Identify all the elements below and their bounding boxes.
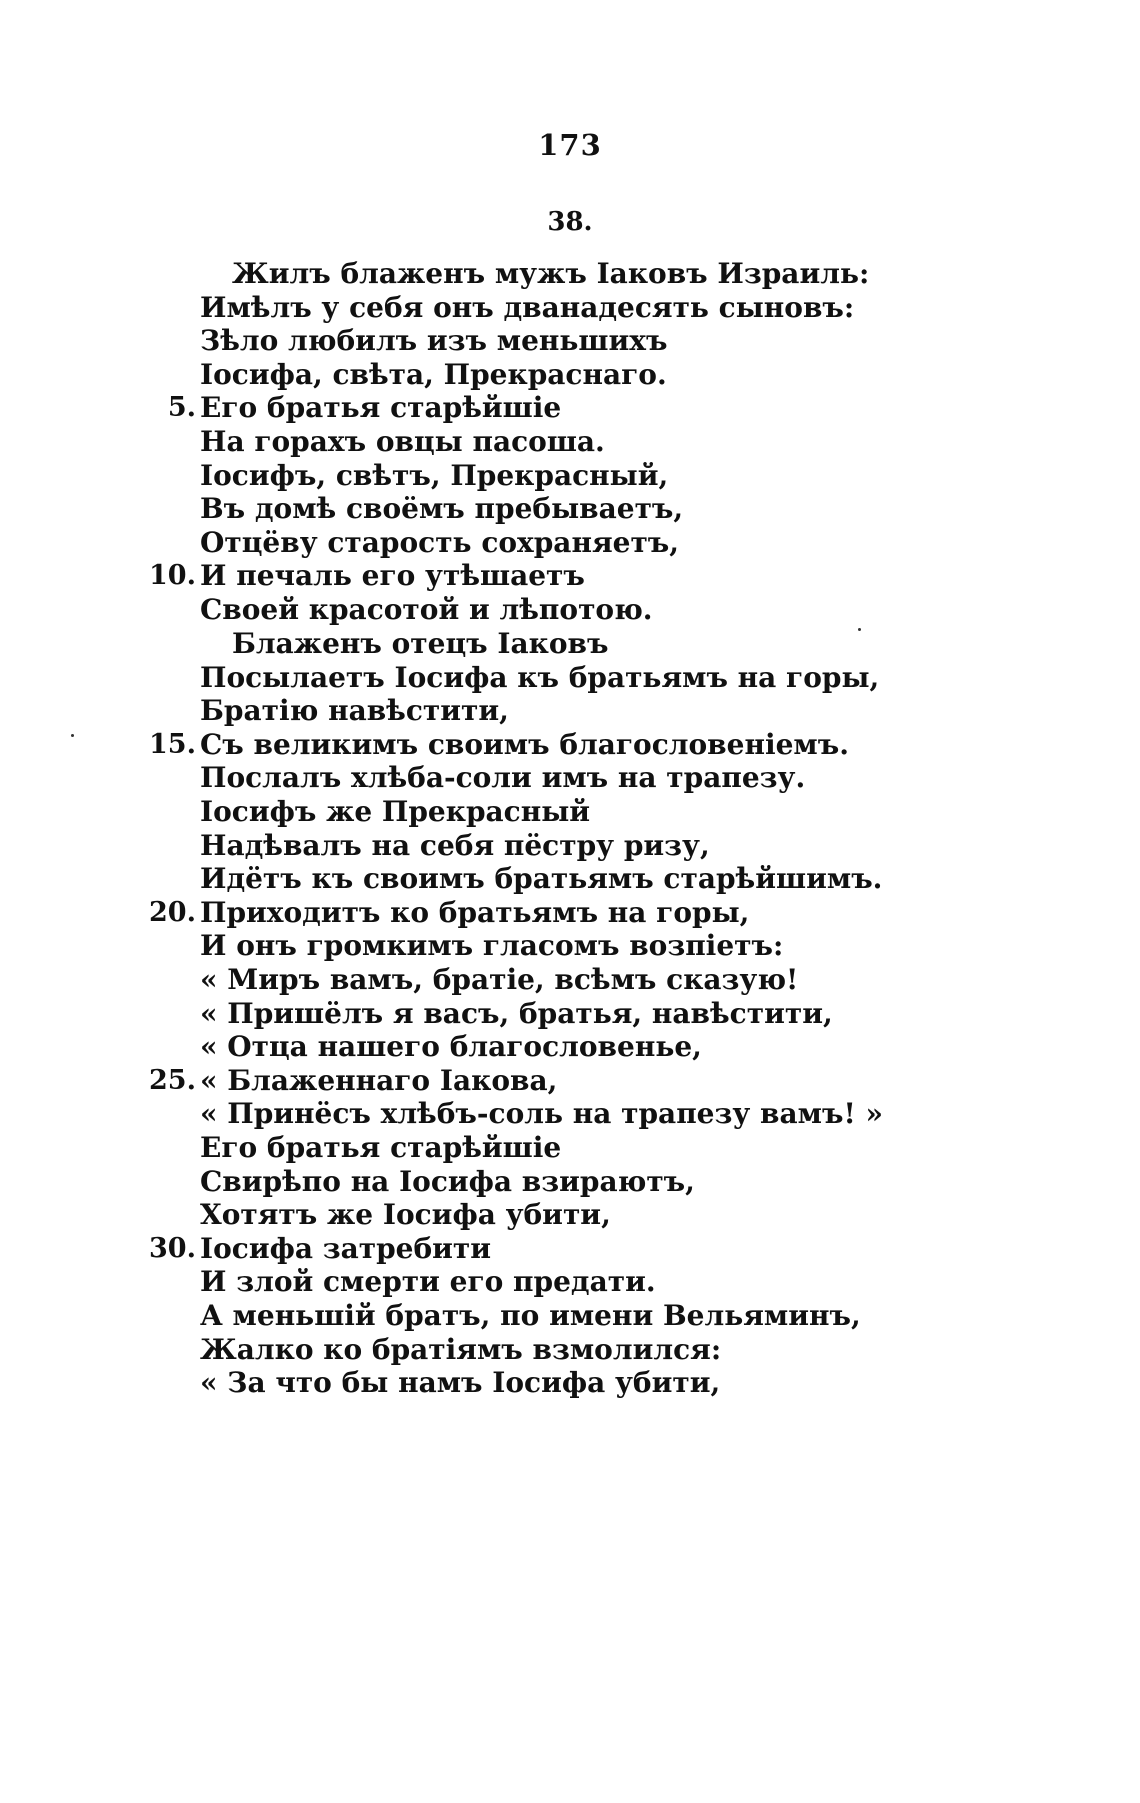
line-text: А меньшій братъ, по имени Вельяминъ, <box>200 1299 861 1332</box>
poem-line <box>0 1363 1140 1403</box>
line-number: 5. <box>167 392 196 424</box>
line-text: Іосифъ, свѣтъ, Прекрасный, <box>200 458 669 492</box>
line-text: Зѣло любилъ изъ меньшихъ <box>200 324 668 358</box>
line-text: Приходитъ ко братьямъ на горы, <box>200 895 750 929</box>
line-text: Іосифа затребити <box>200 1231 492 1265</box>
line-number: 25. <box>149 1064 196 1096</box>
line-text: Въ домѣ своёмъ пребываетъ, <box>200 492 684 526</box>
line-text: Посылаетъ Іосифа къ братьямъ на горы, <box>200 660 880 694</box>
line-text: Надѣвалъ на себя пёстру ризу, <box>200 828 710 862</box>
line-text: Съ великимъ своимъ благословеніемъ. <box>200 727 849 761</box>
line-text: Іосифъ же Прекрасный <box>200 795 591 828</box>
line-text: Послалъ хлѣба-соли имъ на трапезу. <box>200 761 806 795</box>
line-text: « Миръ вамъ, братіе, всѣмъ сказую! <box>200 963 799 996</box>
line-text: Отцёву старость сохраняетъ, <box>200 525 680 559</box>
line-text: « За что бы намъ Іосифа убити, <box>200 1366 721 1400</box>
line-text: Братію навѣстити, <box>200 694 509 728</box>
line-text: Его братья старѣйшіе <box>200 1131 562 1164</box>
line-text: Свирѣпо на Іосифа взираютъ, <box>200 1164 695 1198</box>
line-text: Жилъ блаженъ мужъ Іаковъ Израиль: <box>232 257 870 290</box>
poem-number: 38. <box>547 207 593 237</box>
line-text: « Пришёлъ я васъ, братья, навѣстити, <box>200 996 833 1030</box>
line-text: Хотятъ же Іосифа убити, <box>200 1198 611 1232</box>
line-text: На горахъ овцы пасоша. <box>200 425 605 458</box>
line-text: « Принёсъ хлѣбъ-соль на трапезу вамъ! » <box>200 1097 883 1131</box>
line-text: И злой смерти его предати. <box>200 1265 656 1299</box>
line-text: Блаженъ отецъ Іаковъ <box>232 627 609 660</box>
line-text: Своей красотой и лѣпотою. <box>200 593 653 626</box>
print-speck <box>71 734 74 737</box>
line-number: 10. <box>149 560 196 592</box>
line-number: 15. <box>149 728 196 760</box>
line-text: « Отца нашего благословенье, <box>200 1030 702 1064</box>
line-text: Жалко ко братіямъ взмолился: <box>200 1332 722 1366</box>
line-text: И печаль его утѣшаетъ <box>200 559 585 593</box>
line-text: « Блаженнаго Іакова, <box>200 1063 558 1097</box>
line-text: Іосифа, свѣта, Прекраснаго. <box>200 357 667 391</box>
line-text: Идётъ къ своимъ братьямъ старѣйшимъ. <box>200 862 883 896</box>
print-speck <box>858 628 861 631</box>
line-number: 20. <box>149 896 196 928</box>
line-text: Его братья старѣйшіе <box>200 391 562 425</box>
line-number: 30. <box>149 1232 196 1264</box>
line-text: И онъ громкимъ гласомъ возпіетъ: <box>200 929 784 963</box>
line-text: Имѣлъ у себя онъ дванадесять сыновъ: <box>200 290 855 324</box>
page-number: 173 <box>538 128 602 162</box>
